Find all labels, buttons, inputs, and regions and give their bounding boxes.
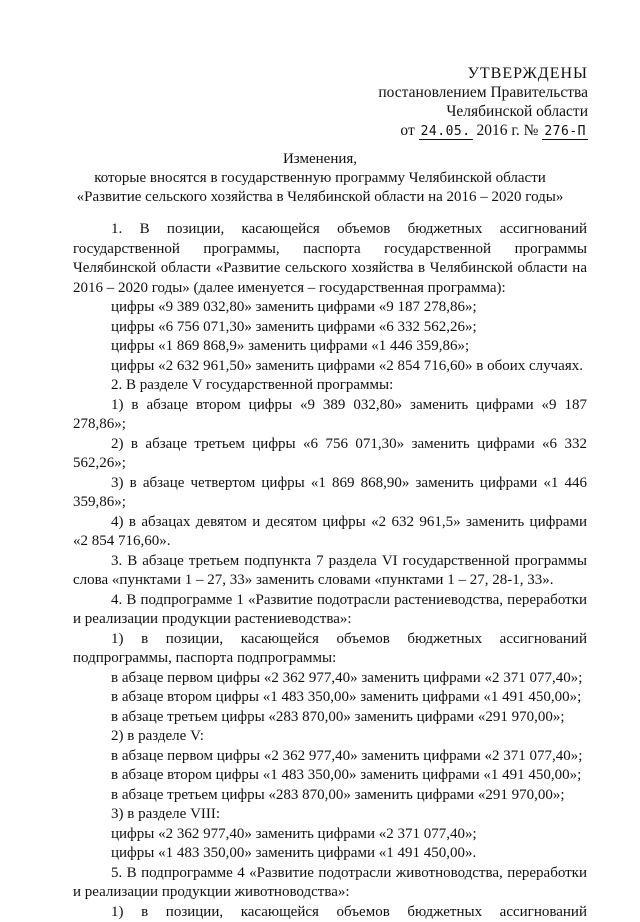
paragraph: 1) в позиции, касающейся объемов бюджетных ассигнований подпрограммы, паспорта подпрограммы: — [73, 630, 587, 669]
heading-line-2: которые вносятся в государственную программу Челябинской области — [60, 169, 580, 188]
paragraph: в абзаце первом цифры «2 362 977,40» заменить цифрами «2 371 077,40»; — [73, 669, 587, 689]
paragraph: 3) в разделе VIII: — [73, 805, 587, 825]
approval-date-prefix: от — [400, 122, 414, 139]
paragraph: 2) в разделе V: — [73, 727, 587, 747]
heading-line-3: «Развитие сельского хозяйства в Челябинской области на 2016 – 2020 годы» — [60, 188, 580, 207]
paragraph: 1. В позиции, касающейся объемов бюджетных ассигнований государственной программы, паспорта государственной программы Челябинской области «Развитие сельского хозяйства в Челябинской области на 2016 – 2020 годы» (далее именуется – государственная программа): — [73, 220, 587, 298]
paragraph: в абзаце втором цифры «1 483 350,00» заменить цифрами «1 491 450,00»; — [73, 688, 587, 708]
document-heading — [60, 150, 580, 207]
paragraph: в абзаце третьем цифры «283 870,00» заменить цифрами «291 970,00»; — [73, 786, 587, 806]
paragraph: цифры «2 632 961,50» заменить цифрами «2 854 716,60» в обоих случаях. — [73, 357, 587, 377]
paragraph: 2. В разделе V государственной программы: — [73, 376, 587, 396]
approval-line-1: постановлением Правительства — [348, 83, 588, 102]
paragraph: цифры «9 389 032,80» заменить цифрами «9 187 278,86»; — [73, 298, 587, 318]
paragraph: в абзаце третьем цифры «283 870,00» заменить цифрами «291 970,00»; — [73, 708, 587, 728]
paragraph: 5. В подпрограмме 4 «Развитие подотрасли животноводства, переработки и реализации продукции животноводства»: — [73, 864, 587, 903]
paragraph: в абзаце втором цифры «1 483 350,00» заменить цифрами «1 491 450,00»; — [73, 766, 587, 786]
approval-block — [348, 64, 588, 141]
approval-date-line — [348, 121, 588, 141]
paragraph: 1) в абзаце втором цифры «9 389 032,80» заменить цифрами «9 187 278,86»; — [73, 396, 587, 435]
approval-date-value: 24.05. — [419, 124, 473, 140]
paragraph: 2) в абзаце третьем цифры «6 756 071,30» заменить цифрами «6 332 562,26»; — [73, 435, 587, 474]
document-body — [73, 220, 587, 922]
paragraph: 1) в позиции, касающейся объемов бюджетных ассигнований — [73, 903, 587, 922]
paragraph: цифры «2 362 977,40» заменить цифрами «2 371 077,40»; — [73, 825, 587, 845]
paragraph: 4. В подпрограмме 1 «Развитие подотрасли растениеводства, переработки и реализации продукции растениеводства»: — [73, 591, 587, 630]
paragraph: 3) в абзаце четвертом цифры «1 869 868,90» заменить цифрами «1 446 359,86»; — [73, 474, 587, 513]
paragraph: в абзаце первом цифры «2 362 977,40» заменить цифрами «2 371 077,40»; — [73, 747, 587, 767]
approval-title: УТВЕРЖДЕНЫ — [348, 64, 588, 83]
approval-number-value: 276-П — [542, 124, 588, 140]
paragraph: цифры «1 483 350,00» заменить цифрами «1 491 450,00». — [73, 844, 587, 864]
approval-date-year: 2016 г. № — [476, 122, 538, 139]
paragraph: 3. В абзаце третьем подпункта 7 раздела VI государственной программы слова «пунктами 1 – 27, 33» заменить словами «пунктами 1 – 27, 28-1, 33». — [73, 552, 587, 591]
heading-line-1: Изменения, — [60, 150, 580, 169]
paragraph: цифры «1 869 868,9» заменить цифрами «1 446 359,86»; — [73, 337, 587, 357]
paragraph: цифры «6 756 071,30» заменить цифрами «6 332 562,26»; — [73, 318, 587, 338]
approval-line-2: Челябинской области — [348, 102, 588, 121]
paragraph: 4) в абзацах девятом и десятом цифры «2 632 961,5» заменить цифрами «2 854 716,60». — [73, 513, 587, 552]
